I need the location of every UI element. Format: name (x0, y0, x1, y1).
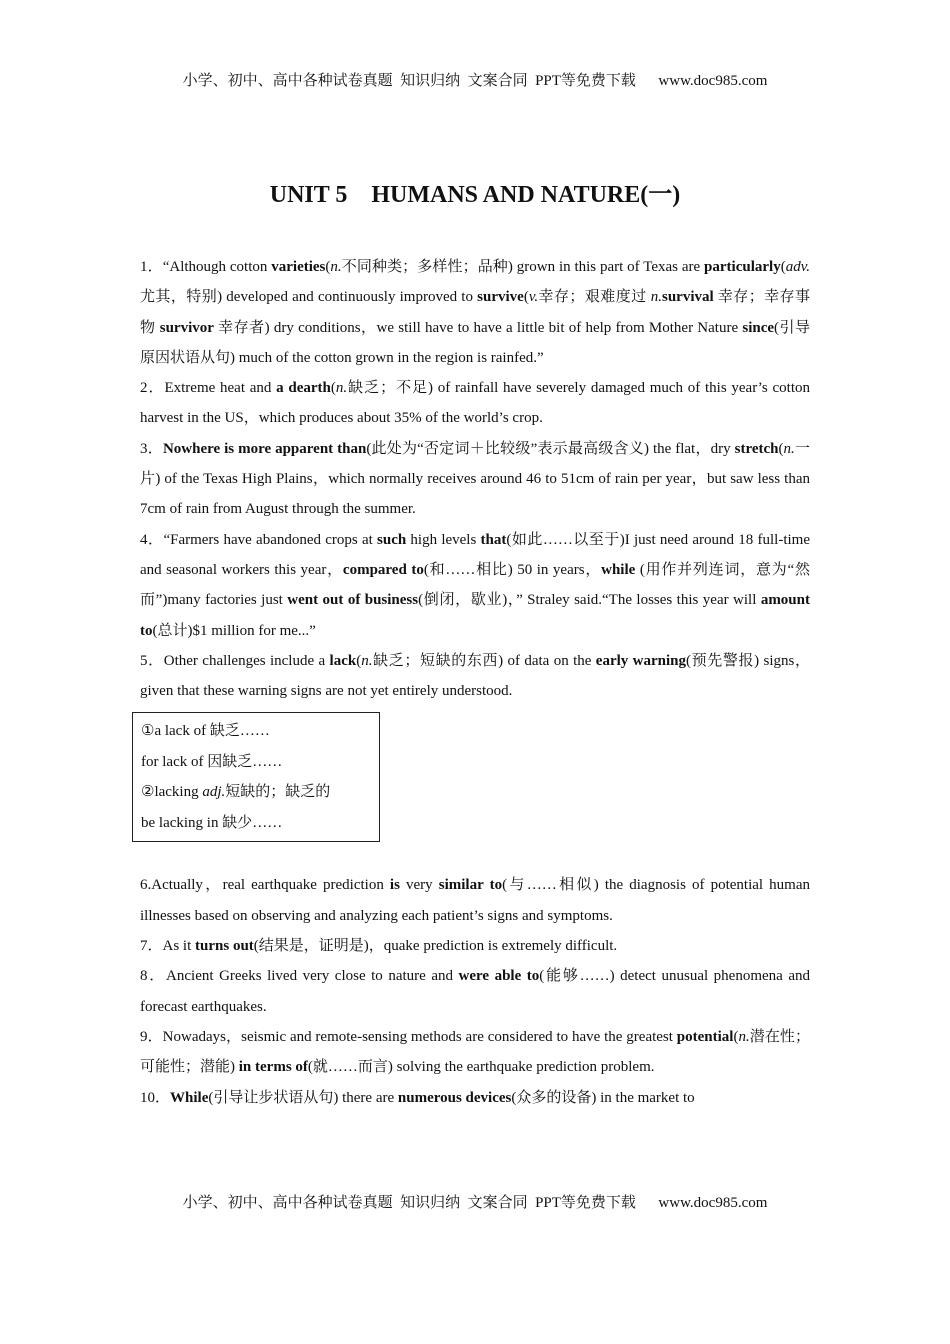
text-run: (和……相比) 50 in years， (423, 561, 602, 578)
text-run: 4．“Farmers have abandoned crops at (140, 531, 378, 548)
text-run: be lacking in 缺少…… (141, 814, 283, 831)
bold-term: while (601, 561, 636, 578)
text-run: 幸存；艰难度过 (538, 289, 651, 306)
bold-term: varieties (271, 259, 326, 275)
text-run: 幸存；幸存事物 (140, 289, 810, 336)
text-run: (引导让步状语从句) there are (208, 1089, 398, 1106)
text-run: high levels (406, 531, 481, 548)
page-footer: 小学、初中、高中各种试卷真题 知识归纳 文案合同 PPT等免费下载 www.doc985.com (182, 1195, 768, 1211)
text-run: 6.Actually，real earthquake prediction (140, 877, 390, 894)
text-run: 3． (140, 440, 163, 457)
box-line (141, 808, 371, 839)
part-of-speech: n. (361, 652, 373, 669)
text-run: (总计)$1 million for me...” (152, 622, 316, 639)
text-run: (倒闭，歇业)，” Straley said.“The losses this year will (418, 592, 761, 609)
text-run: (预先警报) signs，given that these warning signs are not yet entirely understood. (140, 652, 810, 700)
bold-term: particularly (704, 259, 781, 275)
part-of-speech: n. (335, 380, 348, 397)
spacer (140, 842, 810, 870)
bold-term: numerous devices (397, 1089, 512, 1106)
bold-term: lack (329, 652, 357, 669)
text-run: ( (330, 380, 336, 397)
item-list-continued (140, 870, 810, 1112)
bold-term: a dearth (276, 380, 331, 397)
text-run: ( (733, 1028, 739, 1045)
bold-term: since (742, 319, 775, 336)
text-run: 不同种类；多样性；品种) grown in this part of Texas are (341, 259, 705, 275)
bold-term: amount to (140, 592, 810, 639)
text-run: (能够……) detect unusual phenomena and forecast earthquakes. (140, 968, 811, 1015)
list-item (140, 961, 810, 1022)
text-run: ( (780, 259, 786, 275)
text-run: (与……相似) the diagnosis of potential human illnesses based on observing and analyzing each patient’s signs and symptoms. (140, 877, 810, 924)
text-run: 8．Ancient Greeks lived very close to nature and (140, 968, 459, 985)
box-line (141, 777, 371, 808)
text-run: 10． (140, 1089, 171, 1106)
text-run: 2．Extreme heat and (140, 380, 277, 397)
text-run: (众多的设备) in the market to (511, 1089, 695, 1106)
text-run: (就……而言) solving the earthquake prediction problem. (307, 1059, 655, 1076)
text-run: ( (523, 289, 529, 306)
text-run: for lack of 因缺乏…… (141, 753, 283, 770)
list-item (140, 434, 810, 525)
bold-term: While (170, 1089, 209, 1106)
item-list (140, 252, 810, 706)
bold-term: were able to (458, 968, 540, 985)
list-item (140, 252, 810, 373)
bold-term: Nowhere is more apparent than (162, 440, 367, 457)
text-run: ( (356, 652, 362, 669)
text-run: (此处为“否定词＋比较级”表示最高级含义) the flat，dry (366, 440, 735, 457)
text-run: 一片) of the Texas High Plains，which normally receives around 46 to 51cm of rain per year，but saw less than 7cm of rain from August through the summer. (140, 440, 810, 518)
text-run: 缺乏；不足) of rainfall have severely damaged much of this year’s cotton harvest in the US，which produces about 35% of the world’s crop. (140, 380, 810, 427)
part-of-speech: n. (783, 440, 795, 457)
text-run: 缺乏；短缺的东西) of data on the (372, 652, 596, 669)
part-of-speech: n. (330, 259, 342, 275)
part-of-speech: n. (738, 1028, 750, 1045)
text-run: 短缺的；缺乏的 (225, 784, 331, 801)
bold-term: that (480, 531, 507, 548)
bold-term: turns out (195, 938, 254, 955)
bold-term: similar to (438, 877, 503, 894)
bold-term: survive (477, 289, 524, 306)
text-run: 尤其，特别) developed and continuously improved to (140, 289, 478, 306)
box-line (141, 716, 371, 747)
text-run: 幸存者) dry conditions，we still have to have a little bit of help from Mother Nature (213, 319, 743, 336)
part-of-speech: v. (528, 289, 539, 306)
text-run: ( (325, 259, 331, 275)
text-run: very (399, 877, 439, 894)
bold-term: such (377, 531, 407, 548)
bold-term: stretch (734, 440, 779, 457)
bold-term: early warning (595, 652, 686, 669)
text-run: 5．Other challenges include a (140, 652, 330, 669)
bold-term: went out of business (287, 592, 419, 609)
bold-term: is (389, 877, 400, 894)
note-box (132, 712, 380, 842)
page-title: UNIT 5 HUMANS AND NATURE(一) (269, 182, 681, 208)
text-run: (结果是，证明是)，quake prediction is extremely difficult. (253, 938, 618, 955)
bold-term: compared to (342, 561, 424, 578)
text-run: 7．As it (140, 938, 196, 955)
page-header: 小学、初中、高中各种试卷真题 知识归纳 文案合同 PPT等免费下载 www.doc985.com (182, 73, 768, 89)
list-item (140, 1083, 810, 1113)
list-item (140, 525, 810, 646)
bold-term: survival (661, 289, 714, 306)
list-item (140, 1022, 810, 1083)
part-of-speech: adv. (785, 259, 810, 275)
part-of-speech: n. (650, 289, 662, 306)
text-run: ①a lack of 缺乏…… (141, 723, 270, 740)
text-run: (如此……以至于)I just need around 18 full-time and seasonal workers this year， (140, 531, 810, 578)
bold-term: survivor (159, 319, 214, 336)
text-run: (引导原因状语从句) much of the cotton grown in the region is rainfed.” (140, 319, 811, 366)
text-run: ( (778, 440, 784, 457)
text-run: 9．Nowadays，seismic and remote-sensing methods are considered to have the greatest (140, 1028, 677, 1045)
bold-term: in terms of (238, 1059, 308, 1076)
text-run: 潜在性；可能性；潜能) (140, 1028, 810, 1076)
document-body (140, 252, 810, 1113)
text-run: ②lacking (141, 784, 203, 801)
list-item (140, 931, 810, 961)
text-run: (用作并列连词，意为“然而”)many factories just (140, 561, 810, 609)
bold-term: potential (676, 1028, 734, 1045)
box-line (141, 747, 371, 778)
list-item (140, 870, 810, 931)
list-item (140, 646, 810, 707)
part-of-speech: adj. (202, 784, 226, 801)
text-run: 1．“Although cotton (140, 259, 272, 275)
list-item (140, 373, 810, 434)
